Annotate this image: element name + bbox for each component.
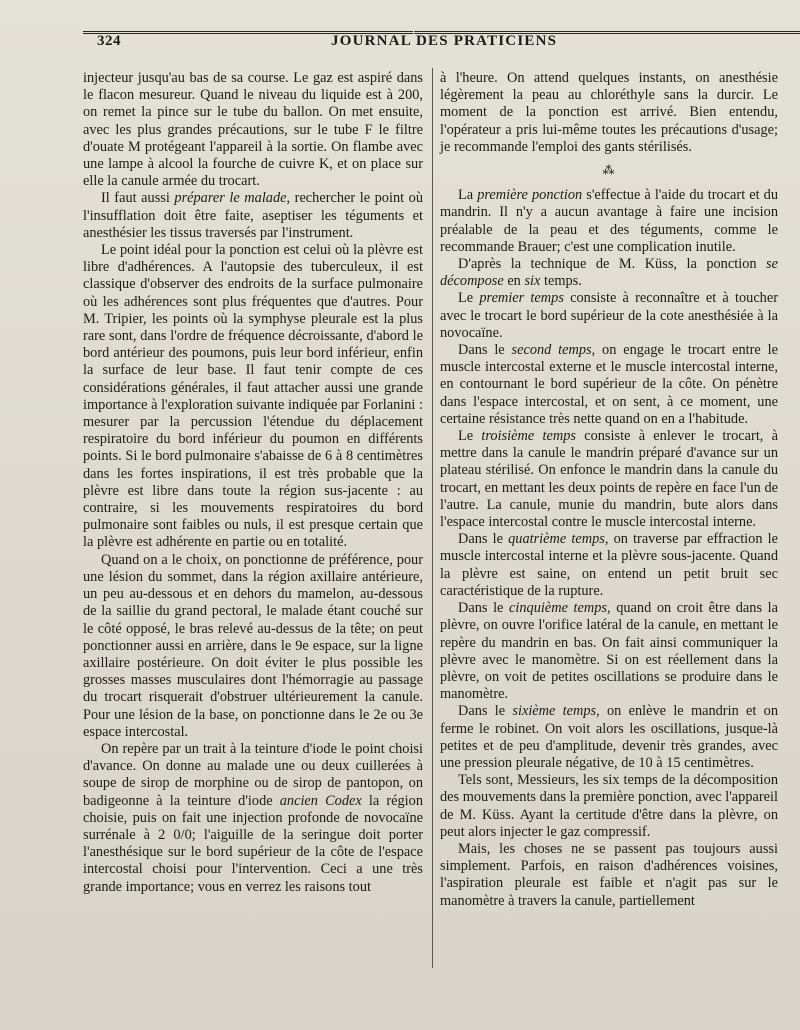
left-column <box>83 70 423 896</box>
italic-phrase: préparer le malade <box>174 190 287 207</box>
italic-phrase: se décompose <box>440 256 778 290</box>
text-run: , rechercher le point où l'insufflation doit être faite, aseptiser les téguments et anesthésier les tissus traversés par l'instrument. <box>83 190 423 241</box>
text-run: , on traverse par effraction le muscle intercostal interne et la plèvre sous-jacente. Quand la plèvre est saine, on entend un petit bruit sec caractéristique de la rupture. <box>440 531 778 599</box>
text-run: consiste à reconnaître et à toucher avec le trocart le bord supérieur de la cote anesthésiée à la novocaïne. <box>440 290 778 341</box>
italic-phrase: quatrième temps <box>508 531 605 548</box>
text-run: Le point idéal pour la ponction est celui où la plèvre est libre d'adhérences. A l'autopsie des tuberculeux, il est classique d'observer des endroits de la surface pulmonaire où les adhérences sont plus fréquentes que d'autres. Pour M. Tripier, les points où la symphyse pleurale est la plus rare sont, dans l'ordre de fréquence décroissante, d'abord le bord antérieur des poumons, puis leur bord inférieur, enfin la surface de leur base. Il faut tenir compte de ces considérations générales, il faut attacher aussi une grande importance à l'exploration suivante indiquée par Forlanini : mesurer par la percussion l'étendue du déplacement respiratoire du bord inférieur du poumon en différents points. Si le bord pulmonaire s'abaisse de 6 à 8 centimètres dans les fortes inspirations, il est très probable que la plèvre est libre dans toute la région sus-jacente : au contraire, si les mouvements respiratoires du bord pulmonaire sont faibles ou nuls, il est presque certain que la plèvre est adhérente en partie ou en totalité. <box>83 242 423 551</box>
text-run: Le <box>458 428 482 445</box>
text-run: D'après la technique de M. Küss, la ponction <box>458 256 767 273</box>
paragraph <box>440 428 778 531</box>
text-run: injecteur jusqu'au bas de sa course. Le gaz est aspiré dans le flacon mesureur. Quand le niveau du liquide est à 200, on remet la pince sur le tube du ballon. On met ensuite, avec les plus grandes précautions, sur le tube F le filtre d'ouate M protégeant l'appareil à la sortie. On flambe avec une lampe à alcool la fourche de cuivre K, et on place sur elle la canule armée du trocart. <box>83 70 423 190</box>
text-run: Il faut aussi <box>101 190 175 207</box>
journal-title: JOURNAL DES PRATICIENS <box>331 33 558 49</box>
paragraph <box>440 531 778 600</box>
paragraph <box>440 70 778 156</box>
text-run: la région choisie, puis on fait une injection profonde de novocaïne surrénale à 2 0/0; l'aiguille de la seringue doit porter l'anesthésique sur le bord supérieur de la côte de l'espace intercostal choisi pour l'intervention. Ceci a une très grande importance; vous en verrez les raisons tout <box>83 792 423 895</box>
italic-phrase: six <box>524 273 541 290</box>
text-run: Dans le <box>458 342 512 359</box>
text-run: Dans le <box>458 703 513 720</box>
italic-phrase: cinquième temps <box>509 600 608 617</box>
text-run: Quand on a le choix, on ponctionne de préférence, pour une lésion du sommet, dans la région axillaire antérieure, un peu au-dessous et en dehors du mamelon, au-dessous de la saillie du grand pectoral, le malade étant couché sur le côté opposé, le bras relevé au-dessus de la tête; on peut ponctionner aussi en arrière, dans le 9e espace, sur la ligne axillaire postérieure. On doit éviter le plus possible les grosses masses musculaires dont l'hémorragie au passage du trocart risquerait d'obstruer ultérieurement la canule. Pour une lésion de la base, on ponctionne dans le 2e ou 3e espace intercostal. <box>83 551 423 740</box>
text-run: La <box>458 187 478 204</box>
paragraph <box>440 187 778 256</box>
column-separator <box>432 68 433 968</box>
text-run: On repère par un trait à la teinture d'iode le point choisi d'avance. On donne au malade une ou deux cuillerées à soupe de sirop de morphine ou de sirop de pantopon, on badigeonne à la teinture d'iode <box>83 740 423 809</box>
paragraph <box>440 772 778 841</box>
header-rule-left <box>83 31 413 34</box>
section-separator: ⁂ <box>602 163 616 178</box>
right-column-body <box>440 187 778 910</box>
text-run: temps. <box>540 273 582 290</box>
italic-phrase: ancien Codex <box>279 792 362 809</box>
paragraph <box>83 741 423 896</box>
paragraph <box>440 256 778 290</box>
italic-phrase: premier temps <box>479 290 564 307</box>
header-rule-right <box>414 31 800 34</box>
text-run: consiste à enlever le trocart, à mettre dans la canule le mandrin préparé d'avance sur un plateau stérilisé. On enfonce le mandrin dans la canule du trocart, en mettant les deux points de repère en face l'un de l'autre. La canule, munie du mandrin, bute alors dans l'espace intercostal contre le muscle intercostal interne. <box>440 428 779 531</box>
text-run: , quand on croit être dans la plèvre, on ouvre l'orifice latéral de la canule, en mettant le repère du mandrin en bas. On fait ainsi communiquer la plèvre avec le manomètre. Si on est réellement dans la plèvre, on voit de petites oscillations se produire dans le manomètre. <box>440 600 778 703</box>
paragraph <box>83 242 423 552</box>
page-number: 324 <box>97 33 121 49</box>
text-run: Mais, les choses ne se passent pas toujours aussi simplement. Parfois, en raison d'adhérences voisines, l'aspiration pleurale est faible et n'agit pas sur le manomètre à travers la canule, partiellement <box>440 840 778 909</box>
text-run: Le <box>458 290 480 307</box>
right-column <box>440 70 778 910</box>
italic-phrase: second temps <box>511 342 592 359</box>
text-run: Dans le <box>458 600 510 617</box>
paragraph <box>440 600 778 703</box>
paragraph <box>440 290 778 342</box>
paragraph <box>83 552 423 741</box>
italic-phrase: première ponction <box>477 187 583 204</box>
right-column-continuation <box>440 70 778 156</box>
italic-phrase: sixième temps <box>512 703 597 720</box>
text-run: en <box>503 273 525 290</box>
paragraph <box>83 70 423 190</box>
text-run: Dans le <box>458 531 509 548</box>
paragraph <box>440 342 778 428</box>
text-run: à l'heure. On attend quelques instants, on anesthésie légèrement la peau au chloréthyle sans la durcir. Le moment de la ponction est arrivé. Bien entendu, l'opérateur a pris lui-même toutes les précautions d'usage; je recommande l'emploi des gants stérilisés. <box>440 70 778 155</box>
text-run: , on engage le trocart entre le muscle intercostal externe et le muscle intercostal interne, en contournant le bord supérieur de la côte. On pénètre dans l'espace intercostal, et on sent, à ce moment, une certaine résistance très nette quand on en a l'habitude. <box>440 342 778 427</box>
paragraph <box>440 703 778 772</box>
paragraph <box>83 190 423 242</box>
text-run: s'effectue à l'aide du trocart et du mandrin. Il n'y a aucun avantage à faire une incision préalable de la peau et des téguments, comme le recommande Brauer; c'est une complication inutile. <box>440 187 779 255</box>
paragraph <box>440 841 778 910</box>
text-run: Tels sont, Messieurs, les six temps de la décomposition des mouvements dans la première ponction, avec l'appareil de M. Küss. Ayant la certitude d'être dans la plèvre, on peut alors injecter le gaz compressif. <box>440 772 778 840</box>
text-run: , on enlève le mandrin et on ferme le robinet. On voit alors les oscillations, jusque-là petites et de peu d'amplitude, devenir très grandes, avec une pression pleurale négative, de 10 à 15 centimètres. <box>440 703 778 771</box>
italic-phrase: troisième temps <box>481 428 576 445</box>
